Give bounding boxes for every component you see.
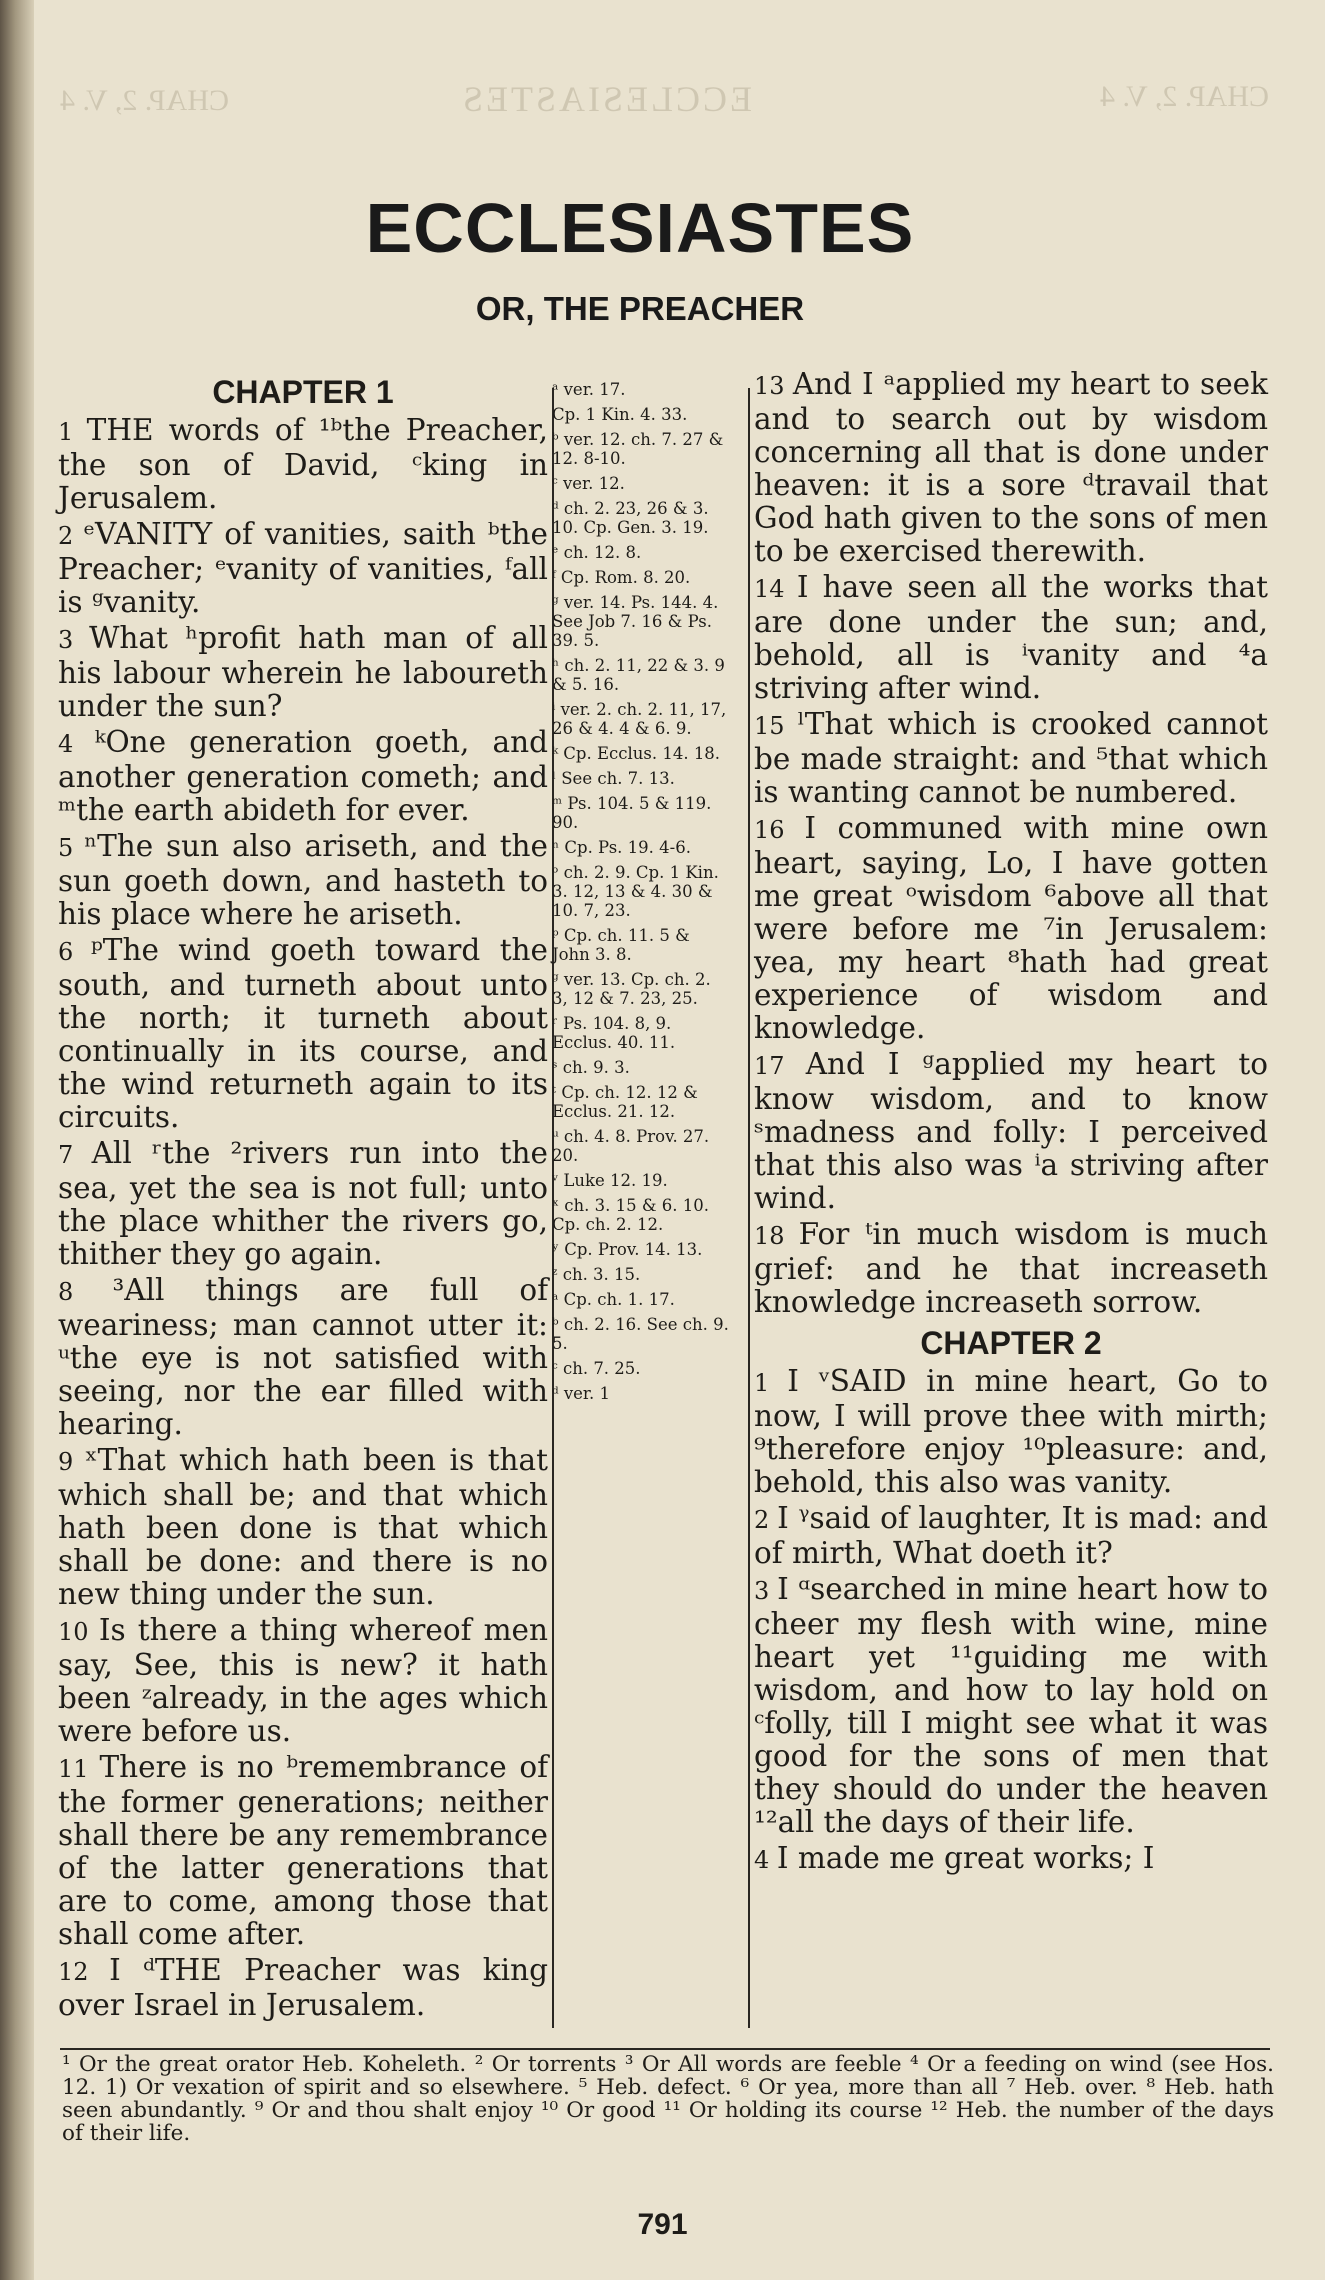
margin-note: ˡ See ch. 7. 13.	[552, 769, 675, 788]
footnote-rule	[60, 2048, 1270, 2050]
verse-text: I ᵅsearched in mine heart how to cheer my flesh with wine, mine heart yet ¹¹guiding me with wisdom, and how to lay hold on ᶜfolly, till I might see what it was good for the sons of men that they should do under the heaven ¹²all the days of their life.	[754, 1572, 1268, 1839]
margin-note: ᶠ Cp. Rom. 8. 20.	[552, 568, 691, 587]
verse-text: I made me great works; I	[776, 1841, 1155, 1875]
margin-note: ᶜ ch. 7. 25.	[552, 1359, 641, 1378]
verse	[58, 726, 548, 827]
verse-text: All ʳthe ²rivers run into the sea, yet the sea is not full; unto the place whither the rivers go, thither they go again.	[58, 1136, 548, 1271]
verse-number: 4	[754, 1846, 777, 1874]
verse	[754, 1048, 1268, 1215]
verse	[58, 1751, 548, 1951]
footnote: ⁷ Heb. over.	[1006, 2075, 1138, 2100]
verse-number: 3	[754, 1577, 778, 1605]
verse-text: And I ᵍapplied my heart to know wisdom, and to know ˢmadness and folly: I perceived that this also was ⁱa striving after wind.	[754, 1047, 1268, 1215]
verse-number: 16	[754, 816, 805, 844]
verse-text: ³All things are full of weariness; man cannot utter it: ᵘthe eye is not satisfied with seeing, nor the ear filled with hearing.	[58, 1273, 548, 1441]
margin-note: ᵉ ch. 12. 8.	[552, 543, 642, 562]
verse-number: 4	[58, 730, 95, 758]
margin-note: ᵍ ver. 13. Cp. ch. 2. 3, 12 & 7. 23, 25.	[552, 970, 711, 1008]
footnote: ⁶ Or yea, more than all	[740, 2075, 998, 2100]
margin-note: ⁱ ver. 2. ch. 2. 11, 17, 26 & 4. 4 & 6. 9.	[552, 700, 727, 738]
book-subtitle: OR, THE PREACHER	[475, 290, 805, 327]
margin-note: ᵃ Cp. ch. 1. 17.	[552, 1290, 675, 1309]
right-text-column	[754, 368, 1268, 1877]
verse-text: I ᵈTHE Preacher was king over Israel in Jerusalem.	[58, 1953, 548, 2022]
footnote: ³ Or All words are feeble	[624, 2052, 902, 2077]
verse	[58, 518, 548, 619]
verse	[58, 414, 548, 515]
verse	[754, 1573, 1268, 1839]
margin-note: ᵃ ver. 17.	[552, 380, 626, 399]
footnote: ² Or torrents	[474, 2052, 617, 2077]
margin-note: ʰ ch. 2. 11, 22 & 3. 9 & 5. 16.	[552, 656, 725, 694]
margin-note: ᶻ ch. 3. 15.	[552, 1265, 641, 1284]
page-number: 791	[637, 2208, 688, 2241]
margin-note: ⁿ Cp. Ps. 19. 4-6.	[552, 838, 691, 857]
verse	[754, 571, 1268, 705]
verse-number: 8	[58, 1278, 113, 1306]
verse-text: ᵏOne generation goeth, and another generation cometh; and ᵐthe earth abideth for ever.	[58, 725, 548, 827]
cross-reference-margin	[552, 380, 730, 2030]
book-title: ECCLESIASTES	[365, 189, 915, 267]
footnote: ⁹ Or and thou shalt enjoy	[254, 2098, 533, 2123]
verse-number: 15	[754, 712, 798, 740]
verse-text: ˣThat which hath been is that which shall be; and that which hath been done is that which shall be done: and there is no new thing under the sun.	[58, 1443, 548, 1611]
verse-number: 13	[754, 372, 793, 400]
margin-note: ʸ Cp. Prov. 14. 13.	[552, 1240, 703, 1259]
verse-text: I have seen all the works that are done under the sun; and, behold, all is ⁱvanity and ⁴a striving after wind.	[754, 570, 1269, 705]
verse	[754, 812, 1268, 1045]
verse-text: ᵖThe wind goeth toward the south, and turneth about unto the north; it turneth about continually in its course, and the wind returneth again to its circuits.	[58, 933, 549, 1134]
footnote: ¹ Or the great orator Heb. Koheleth.	[62, 2052, 467, 2077]
footnote: ⁴ Or a feeding on wind (see Hos. 12. 1) Or vexation of spirit and so elsewhere.	[62, 2052, 1274, 2100]
verse-number: 18	[754, 1222, 799, 1250]
show-through-left: CHAP. 2, V. 4	[60, 84, 229, 117]
right-verse-list	[754, 368, 1268, 1319]
footnote: ¹² Heb. the number of the days of their life.	[62, 2098, 1274, 2146]
column-rule-right	[748, 388, 750, 2028]
verse	[58, 934, 548, 1134]
margin-note: ᵈ ver. 1	[552, 1384, 610, 1403]
verse-text: What ʰprofit hath man of all his labour wherein he laboureth under the sun?	[58, 621, 548, 723]
verse-number: 1	[754, 1369, 788, 1397]
margin-note: ᵏ Cp. Ecclus. 14. 18.	[552, 744, 721, 763]
verse-number: 10	[58, 1618, 99, 1646]
margin-note: ˢ ch. 9. 3.	[552, 1058, 630, 1077]
verse-number: 14	[754, 575, 797, 603]
page-gutter-shadow	[0, 0, 34, 2280]
left-verse-list	[58, 414, 548, 2022]
margin-note: ʳ Ps. 104. 8, 9. Ecclus. 40. 11.	[552, 1014, 676, 1052]
left-text-column	[58, 368, 548, 2022]
show-through-right: CHAP. 2, V. 4	[1100, 80, 1269, 113]
verse	[754, 1842, 1268, 1877]
margin-note: ᵛ Luke 12. 19.	[552, 1171, 668, 1190]
verse-text: ˡThat which is crooked cannot be made straight: and ⁵that which is wanting cannot be numbered.	[754, 707, 1268, 809]
verse-text: For ᵗin much wisdom is much grief: and he that increaseth knowledge increaseth sorrow.	[754, 1217, 1268, 1319]
verse-number: 17	[754, 1052, 806, 1080]
chapter-1-heading: CHAPTER 1	[212, 374, 394, 410]
verse	[58, 1444, 548, 1611]
verse	[58, 622, 548, 723]
verse-text: There is no ᵇremembrance of the former generations; neither shall there be any remembrance of the latter generations that are to come, among those that shall come after.	[58, 1750, 549, 1951]
verse-text: ⁿThe sun also ariseth, and the sun goeth down, and hasteth to his place where he ariseth.	[58, 829, 549, 931]
verse-number: 6	[58, 938, 91, 966]
verse	[58, 1954, 548, 2022]
margin-note: ᵘ ch. 4. 8. Prov. 27. 20.	[552, 1127, 710, 1165]
show-through-center: ECCLESIASTES	[460, 79, 753, 119]
margin-note: ᵍ ver. 14. Ps. 144. 4. See Job 7. 16 & Ps. 39. 5.	[552, 593, 719, 650]
footnote: ¹⁰ Or good	[540, 2098, 656, 2123]
verse-number: 2	[754, 1506, 778, 1534]
verse	[754, 368, 1268, 568]
verse-number: 11	[58, 1755, 100, 1783]
verse	[754, 1502, 1268, 1570]
verse-number: 12	[58, 1958, 110, 1986]
verse-number: 3	[58, 626, 90, 654]
chapter-2-verse-list	[754, 1365, 1268, 1877]
footnote: ¹¹ Or holding its course	[663, 2098, 923, 2123]
verse	[58, 1137, 548, 1271]
chapter-2-heading: CHAPTER 2	[920, 1325, 1102, 1361]
verse	[754, 1218, 1268, 1319]
verse-text: THE words of ¹ᵇthe Preacher, the son of David, ᶜking in Jerusalem.	[58, 413, 548, 515]
margin-note: ˣ ch. 3. 15 & 6. 10. Cp. ch. 2. 12.	[552, 1196, 709, 1234]
verse-text: ᵉVANITY of vanities, saith ᵇthe Preacher; ᵉvanity of vanities, ᶠall is ᵍvanity.	[58, 517, 548, 619]
margin-note: ᵖ Cp. ch. 11. 5 & John 3. 8.	[552, 926, 690, 964]
footnote: ⁵ Heb. defect.	[578, 2075, 732, 2100]
verse-number: 2	[58, 522, 84, 550]
footnote: ⁸ Heb. hath seen abundantly.	[62, 2075, 1275, 2123]
margin-note: Cp. 1 Kin. 4. 33.	[552, 405, 688, 424]
verse	[754, 708, 1268, 809]
verse	[58, 1274, 548, 1441]
margin-note: ᵗ Cp. ch. 12. 12 & Ecclus. 21. 12.	[552, 1083, 698, 1121]
margin-note: ᵐ Ps. 104. 5 & 119. 90.	[552, 794, 712, 832]
verse	[754, 1365, 1268, 1499]
margin-note: ᵇ ch. 2. 16. See ch. 9. 5.	[552, 1315, 729, 1353]
margin-note-list	[552, 380, 730, 1403]
margin-note: ᵒ ch. 2. 9. Cp. 1 Kin. 3. 12, 13 & 4. 30 & 10. 7, 23.	[552, 863, 719, 920]
verse	[58, 1614, 548, 1748]
verse-number: 5	[58, 834, 85, 862]
margin-note: ᶜ ver. 12.	[552, 474, 625, 493]
verse-text: I communed with mine own heart, saying, Lo, I have gotten me great ᵒwisdom ⁶above all that were before me ⁷in Jerusalem: yea, my heart ⁸hath had great experience of wisdom and knowledge.	[754, 811, 1268, 1045]
verse-text: Is there a thing whereof men say, See, this is new? it hath been ᶻalready, in the ages which were before us.	[58, 1613, 548, 1748]
verse-text: I ᵛSAID in mine heart, Go to now, I will prove thee with mirth; ⁹therefore enjoy ¹⁰pleasure: and, behold, this also was vanity.	[754, 1364, 1268, 1499]
verse	[58, 830, 548, 931]
verse-text: And I ᵃapplied my heart to seek and to search out by wisdom concerning all that is done under heaven: it is a sore ᵈtravail that God hath given to the sons of men to be exercised therewith.	[754, 367, 1268, 568]
verse-number: 1	[58, 418, 87, 446]
margin-note: ᵈ ch. 2. 23, 26 & 3. 10. Cp. Gen. 3. 19.	[552, 499, 709, 537]
margin-note: ᵇ ver. 12. ch. 7. 27 & 12. 8-10.	[552, 430, 724, 468]
verse-number: 9	[58, 1448, 86, 1476]
verse-text: I ᵞsaid of laughter, It is mad: and of mirth, What doeth it?	[754, 1501, 1269, 1570]
footnotes	[62, 2053, 1274, 2145]
verse-number: 7	[58, 1141, 92, 1169]
